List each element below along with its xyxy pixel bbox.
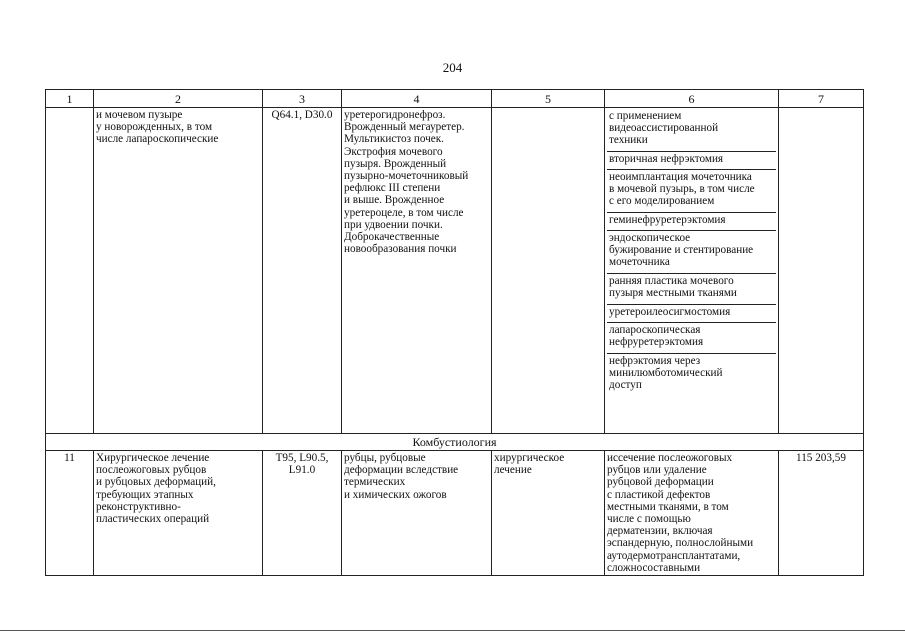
diagnosis-text: рубцы, рубцовые деформации вследствие термических и химических ожогов (344, 452, 459, 501)
method-item (607, 213, 776, 231)
method-item (607, 109, 776, 152)
treatment-methods-cell (605, 108, 779, 434)
diagnosis-cell (342, 108, 492, 434)
diagnosis-cell (342, 451, 492, 576)
section-title: Комбустиология (46, 434, 864, 451)
method-text: эндоскопическое бужирование и стентирование мочеточника (609, 232, 754, 269)
page-edge-line (0, 630, 905, 631)
method-item (607, 323, 776, 354)
method-text: ранняя пластика мочевого пузыря местными тканями (609, 275, 737, 300)
page-number: 204 (442, 60, 463, 75)
column-number-cell: 5 (492, 90, 605, 108)
diagnosis-text: уретерогидронефроз. Врожденный мегауретер. Мультикистоз почек. Экстрофия мочевого пузыря. Врожденный пузырно-мочеточниковый рефлюкс III степени и выше. Врожденное уретероцеле, в том числе при удвоении почки. Доброкачественные новообразования почки (344, 109, 469, 256)
method-item (607, 354, 776, 396)
method-item (607, 305, 776, 323)
icd-code-text: T95, L90.5, L91.0 (275, 452, 329, 477)
profile-name-text: и мочевом пузыре у новорожденных, в том числе лапароскопические (96, 109, 219, 146)
row-number-cell: 11 (46, 451, 94, 576)
method-item (607, 274, 776, 305)
profile-name-text: Хирургическое лечение послеожоговых рубцов и рубцовых деформаций, требующих этапных реконструктивно- пластических операций (96, 452, 216, 526)
method-item (607, 170, 776, 213)
profile-name-cell (94, 108, 263, 434)
method-text: вторичная нефрэктомия (609, 153, 724, 165)
icd-code-cell (263, 108, 342, 434)
method-item (607, 231, 776, 274)
table-row (46, 108, 864, 434)
method-text: уретероилеосигмостомия (609, 306, 731, 318)
cost-cell: 115 203,59 (779, 451, 864, 576)
row-number-cell (46, 108, 94, 434)
column-number-cell: 6 (605, 90, 779, 108)
section-row (46, 434, 864, 451)
treatment-type-cell (492, 451, 605, 576)
method-item (607, 152, 776, 170)
table-row (46, 451, 864, 576)
treatment-type-text: хирургическое лечение (494, 452, 565, 477)
column-number-row (46, 90, 864, 108)
treatment-type-cell (492, 108, 605, 434)
method-text: нефрэктомия через минилюмботомический доступ (609, 355, 723, 392)
method-text: иссечение послеожоговых рубцов или удаление рубцовой деформации с пластикой дефектов местными тканями, в том числе с помощью дерматензии, включая эспандерную, полнослойными аутодермотрансплантатами, сложносоставными (607, 452, 754, 574)
column-number-cell: 2 (94, 90, 263, 108)
column-number-cell: 4 (342, 90, 492, 108)
method-text: лапароскопическая нефруретерэктомия (609, 324, 704, 349)
column-number-cell: 7 (779, 90, 864, 108)
column-number-cell: 1 (46, 90, 94, 108)
method-text: неоимплантация мочеточника в мочевой пузырь, в том числе с его моделированием (609, 171, 755, 208)
services-table (45, 89, 864, 576)
method-text: геминефруретерэктомия (609, 214, 726, 226)
profile-name-cell (94, 451, 263, 576)
icd-code-text: Q64.1, D30.0 (271, 109, 333, 121)
cost-cell (779, 108, 864, 434)
icd-code-cell (263, 451, 342, 576)
column-number-cell: 3 (263, 90, 342, 108)
treatment-methods-cell (605, 451, 779, 576)
method-text: с применением видеоассистированной техники (609, 110, 719, 147)
